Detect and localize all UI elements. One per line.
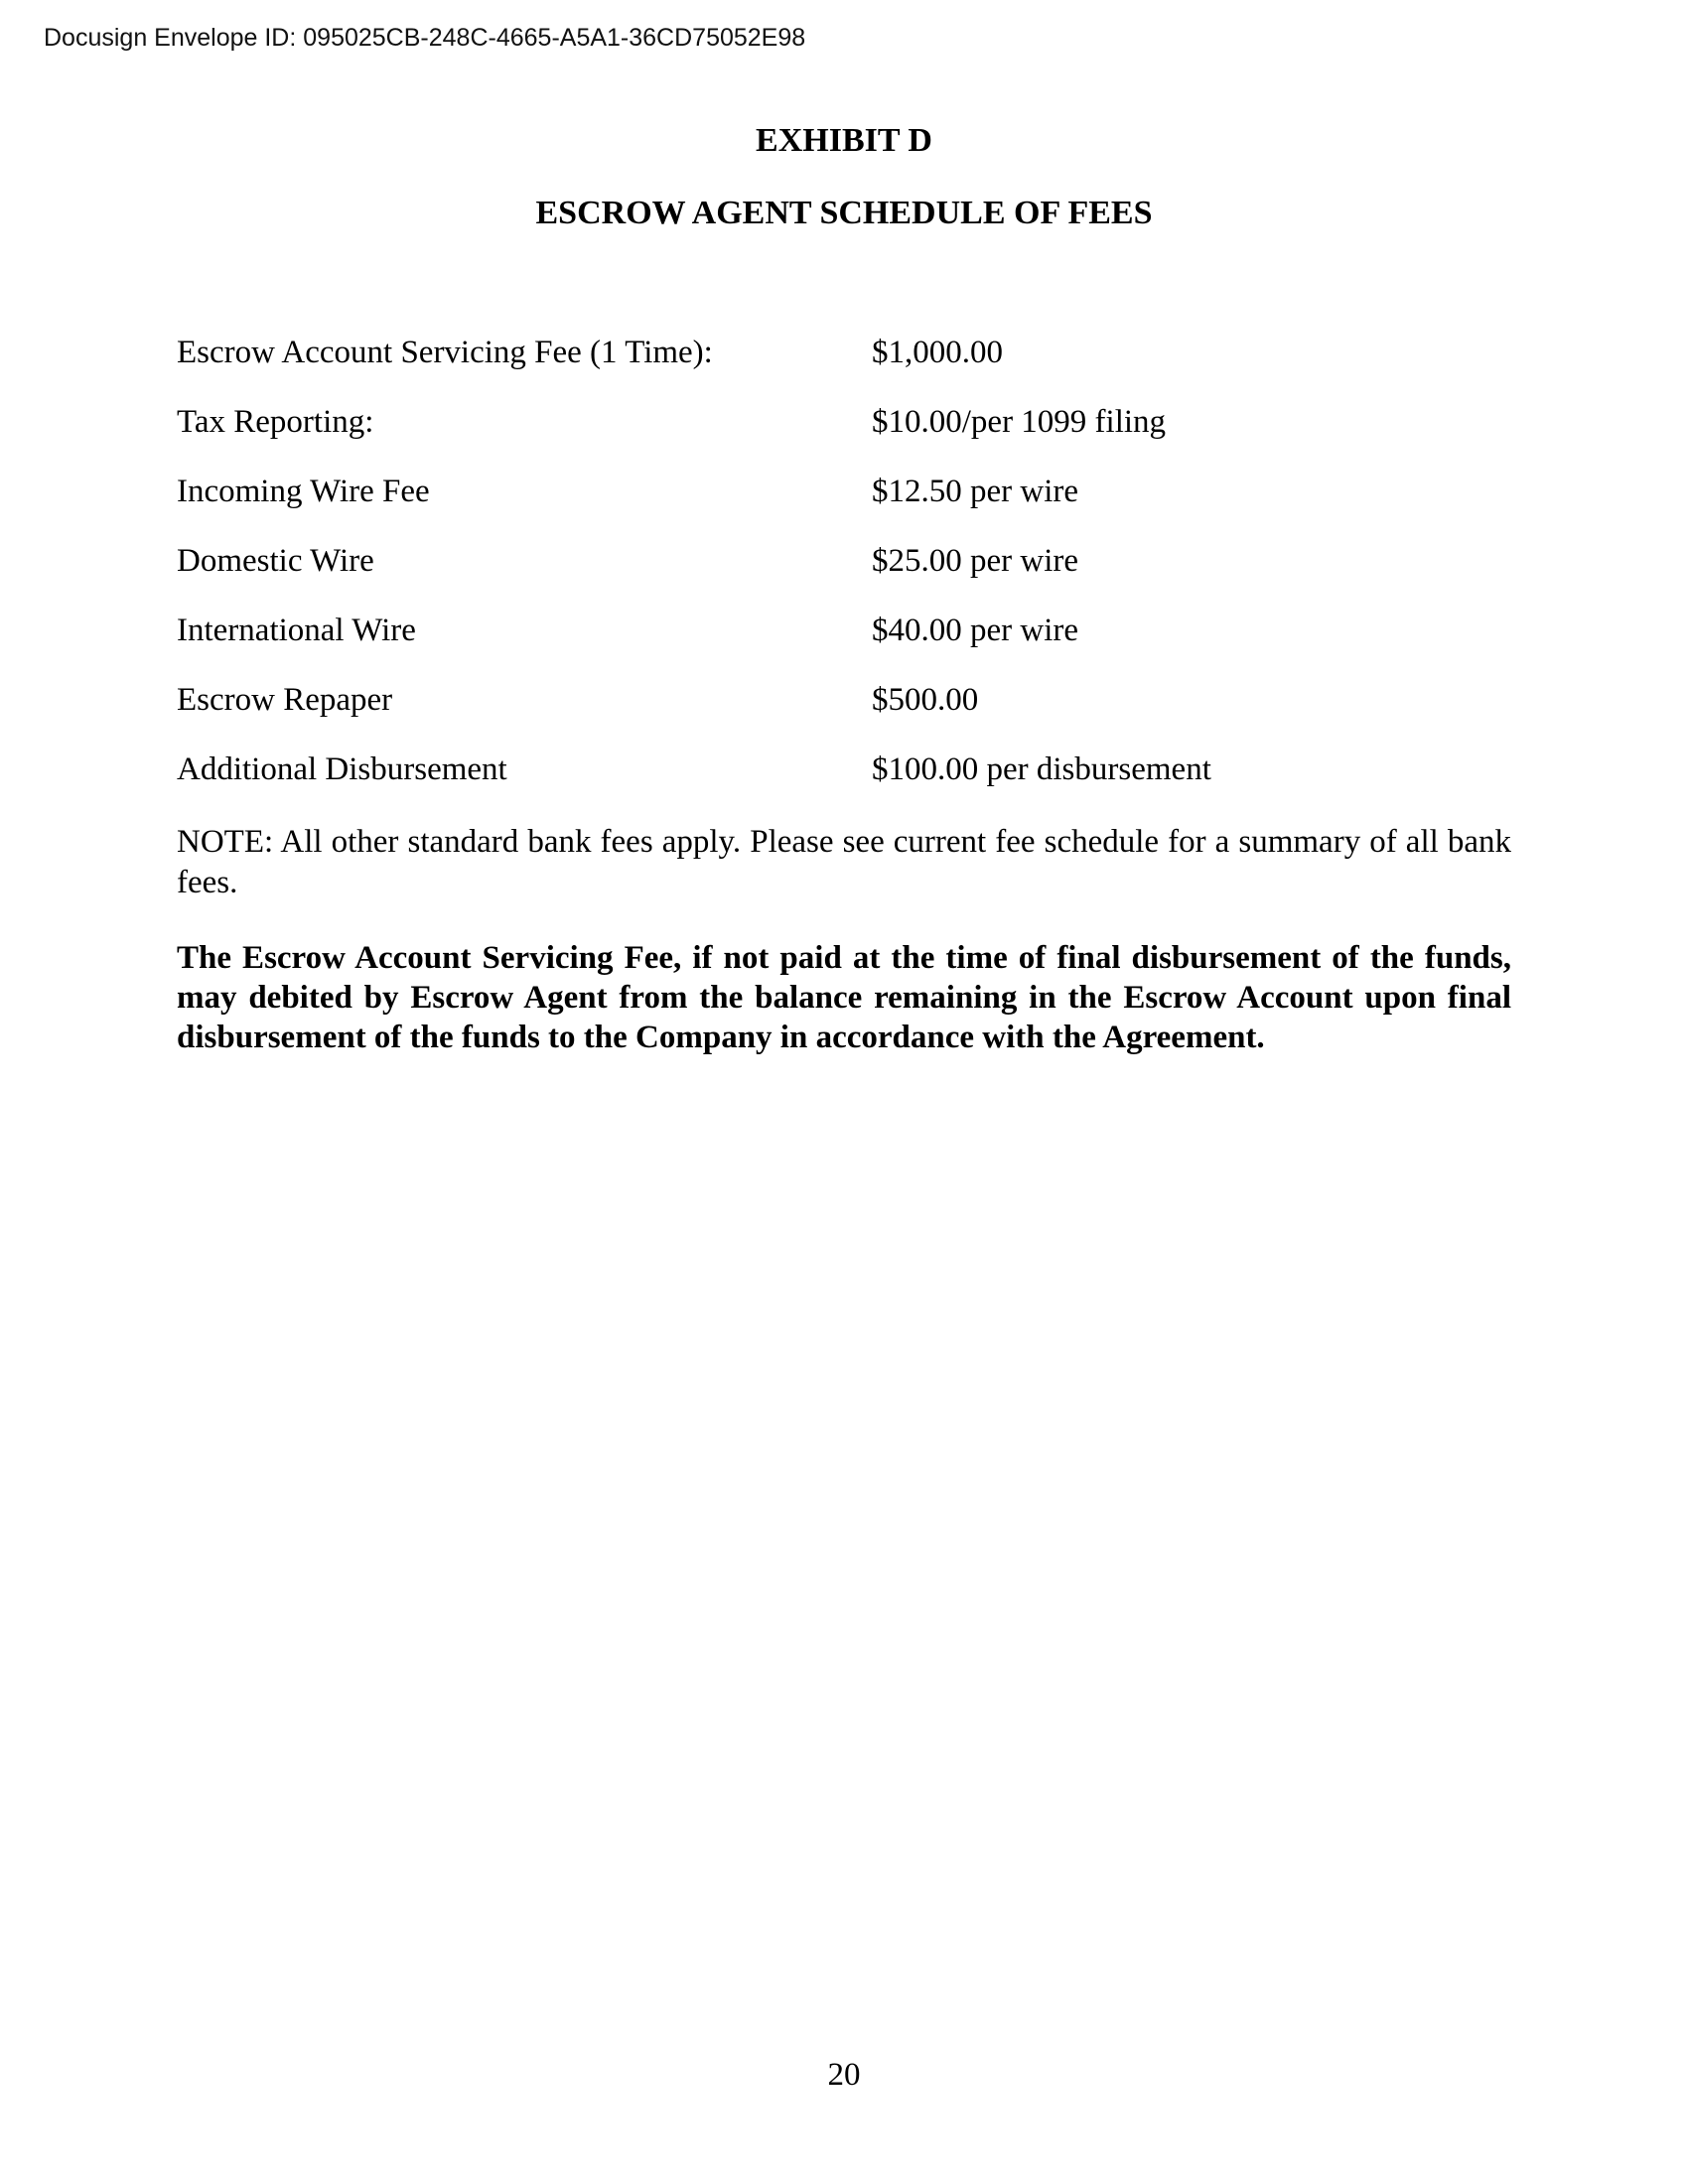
fee-label: International Wire	[177, 613, 416, 649]
page-number: 20	[827, 2057, 861, 2093]
fee-amount: $10.00/per 1099 filing	[872, 404, 1167, 441]
fee-amount: $40.00 per wire	[872, 613, 1079, 649]
document-content	[177, 0, 1511, 1057]
fee-amount: $500.00	[872, 682, 979, 719]
fee-row	[177, 405, 1511, 439]
fee-row	[177, 752, 1511, 786]
schedule-of-fees-subtitle: ESCROW AGENT SCHEDULE OF FEES	[535, 195, 1153, 232]
servicing-fee-bold-paragraph: The Escrow Account Servicing Fee, if not paid at the time of final disbursement of the funds, may debited by Escrow Agent from the balance remaining in the Escrow Account upon final disbursement of the funds to the Company in accordance with the Agreement.	[177, 939, 1511, 1056]
docusign-envelope-id: Docusign Envelope ID: 095025CB-248C-4665-A5A1-36CD75052E98	[44, 24, 806, 52]
fee-table	[177, 336, 1511, 786]
exhibit-title: EXHIBIT D	[756, 122, 932, 159]
note-paragraph: NOTE: All other standard bank fees apply. Please see current fee schedule for a summary of all bank fees.	[177, 824, 1511, 901]
fee-row	[177, 614, 1511, 647]
fee-label: Escrow Repaper	[177, 682, 393, 719]
fee-row	[177, 683, 1511, 717]
fee-label: Incoming Wire Fee	[177, 474, 430, 510]
fee-amount: $25.00 per wire	[872, 543, 1079, 580]
fee-amount: $12.50 per wire	[872, 474, 1079, 510]
fee-label: Domestic Wire	[177, 543, 374, 580]
fee-row	[177, 544, 1511, 578]
fee-row	[177, 336, 1511, 369]
fee-label: Additional Disbursement	[177, 751, 507, 788]
fee-label: Tax Reporting:	[177, 404, 374, 441]
fee-label: Escrow Account Servicing Fee (1 Time):	[177, 335, 713, 371]
fee-amount: $100.00 per disbursement	[872, 751, 1211, 788]
fee-row	[177, 475, 1511, 508]
fee-amount: $1,000.00	[872, 335, 1003, 371]
